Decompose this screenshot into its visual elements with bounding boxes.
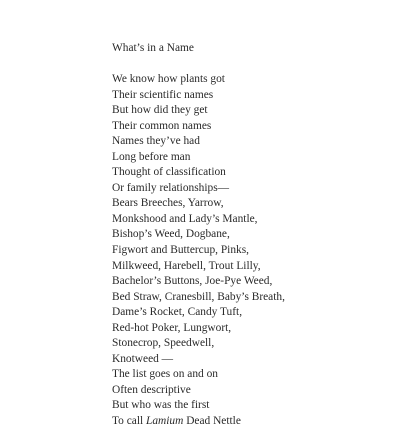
last-line-suffix: Dead Nettle <box>183 415 241 428</box>
poem-line: Milkweed, Harebell, Trout Lilly, <box>112 259 261 272</box>
poem-line: Red-hot Poker, Lungwort, <box>112 321 232 334</box>
poem-line: Bears Breeches, Yarrow, <box>112 197 224 210</box>
poem-line: Monkshood and Lady’s Mantle, <box>112 212 258 225</box>
poem-lines <box>112 72 392 430</box>
poem-line: Bachelor’s Buttons, Joe-Pye Weed, <box>112 275 273 288</box>
poem-line: Their scientific names <box>112 88 214 101</box>
poem-line: Dame’s Rocket, Candy Tuft, <box>112 306 243 319</box>
last-line-italic-name: Lamium <box>146 415 184 428</box>
poem-line: Bed Straw, Cranesbill, Baby’s Breath, <box>112 290 285 303</box>
poem-line: Often descriptive <box>112 383 191 396</box>
poem-line: Stonecrop, Speedwell, <box>112 337 215 350</box>
poem-line: The list goes on and on <box>112 368 218 381</box>
stanza-gap <box>112 56 392 72</box>
poem-title: What’s in a Name <box>112 42 194 54</box>
poem-line: Their common names <box>112 119 212 132</box>
poem-last-line <box>112 414 392 430</box>
last-line-prefix: To call <box>112 415 146 428</box>
poem-line: Names they’ve had <box>112 135 200 148</box>
poem-line: But who was the first <box>112 399 210 412</box>
poem-line: Knotweed — <box>112 352 174 365</box>
poem-line: Long before man <box>112 150 191 163</box>
poem-line: We know how plants got <box>112 73 225 85</box>
poem-line: Thought of classification <box>112 166 226 179</box>
poem-line: But how did they get <box>112 104 208 117</box>
poem-line: Bishop’s Weed, Dogbane, <box>112 228 230 241</box>
poem-line: Figwort and Buttercup, Pinks, <box>112 244 249 257</box>
poem-line: Or family relationships— <box>112 181 230 194</box>
poem <box>112 40 392 430</box>
